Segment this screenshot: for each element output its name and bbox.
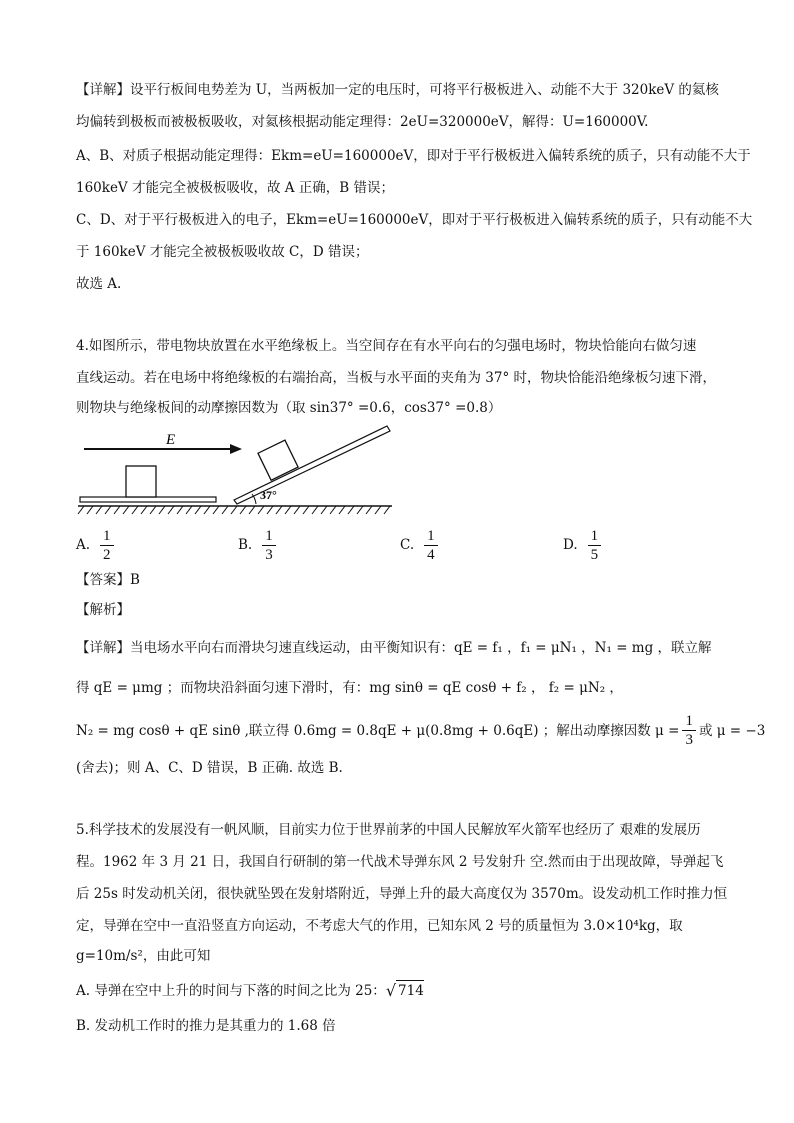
- analysis-heading: 【解析】: [76, 602, 130, 618]
- sqrt-icon: √: [385, 980, 397, 1000]
- question-5-line: 定，导弹在空中一直沿竖直方向运动，不考虑大气的作用，已知东风 2 号的质量恒为 3.0×10⁴kg，取: [76, 918, 683, 934]
- fraction: $\frac{1}{3}$: [262, 527, 276, 564]
- fraction: $\frac{1}{3}$: [682, 712, 696, 749]
- option-b[interactable]: B. $\frac{1}{3}$: [238, 524, 276, 566]
- angle-label: 37°: [260, 488, 277, 502]
- solution-line: 得 qE = μmg ；而物块沿斜面匀速下滑时，有：mg sinθ = qE cosθ + f₂ ， f₂ = μN₂ ，: [76, 680, 623, 696]
- detail-line: A、B、对质子根据动能定理得：Ekm=eU=160000eV，即对于平行极板进入偏转系统的质子，只有动能不大于: [76, 148, 751, 164]
- option-d[interactable]: D. $\frac{1}{5}$: [563, 524, 601, 566]
- question-5-line: 后 25s 时发动机关闭，很快就坠毁在发射塔附近，导弹上升的最大高度仅为 3570m。设发动机工作时推力恒: [76, 886, 728, 902]
- detail-line: 【详解】设平行板间电势差为 U，当两板加一定的电压时，可将平行极板进入、动能不大于 320keV 的氦核: [76, 82, 719, 98]
- field-label: E: [166, 432, 176, 448]
- detail-line: 均偏转到极板而被极板吸收，对氦核根据动能定理得：2eU=320000eV，解得：U=160000V.: [76, 114, 649, 130]
- solution-line: (舍去)；则 A、C、D 错误，B 正确. 故选 B.: [76, 760, 343, 776]
- fraction: $\frac{1}{2}$: [100, 527, 114, 564]
- question-4-line: 直线运动。若在电场中将绝缘板的右端抬高，当板与水平面的夹角为 37° 时，物块恰能沿绝缘板匀速下滑，: [76, 370, 717, 386]
- question-5-line: g=10m/s²，由此可知: [76, 948, 211, 964]
- answer-line: 【答案】B: [76, 572, 140, 588]
- fraction: $\frac{1}{4}$: [424, 527, 438, 564]
- solution-line: N₂ = mg cosθ + qE sinθ ,联立得 0.6mg = 0.8qE + μ(0.8mg + 0.6qE) ；解出动摩擦因数 μ = $\frac{1}{3}$ 或 μ = −3: [76, 713, 766, 748]
- option-c[interactable]: C. $\frac{1}{4}$: [400, 524, 438, 566]
- detail-line: 故选 A.: [76, 276, 122, 292]
- detail-line: 于 160keV 才能完全被极板吸收故 C，D 错误；: [76, 244, 369, 260]
- solution-line: 【详解】当电场水平向右而滑块匀速直线运动，由平衡知识有：qE = f₁ ，f₁ = μN₁ ，N₁ = mg ，联立解: [76, 640, 712, 656]
- detail-line: C、D、对于平行极板进入的电子，Ekm=eU=160000eV，即对于平行极板进入偏转系统的质子，只有动能不大: [76, 212, 753, 228]
- question-4-figure: [74, 420, 394, 520]
- question-4-line: 4.如图所示，带电物块放置在水平绝缘板上。当空间存在有水平向右的匀强电场时，物块恰能向右做匀速: [76, 338, 697, 354]
- option-a[interactable]: A. 导弹在空中上升的时间与下落的时间之比为 25： √ 714: [76, 980, 424, 1000]
- fraction: $\frac{1}{5}$: [588, 527, 602, 564]
- option-a[interactable]: A. $\frac{1}{2}$: [76, 524, 114, 566]
- question-5-line: 5.科学技术的发展没有一帆风顺，目前实力位于世界前茅的中国人民解放军火箭军也经历了 艰难的发展历: [76, 822, 701, 838]
- question-5-line: 程。1962 年 3 月 21 日，我国自行研制的第一代战术导弹东风 2 号发射升 空.然而由于出现故障，导弹起飞: [76, 854, 724, 870]
- option-b[interactable]: B. 发动机工作时的推力是其重力的 1.68 倍: [76, 1018, 336, 1034]
- detail-line: 160keV 才能完全被极板吸收，故 A 正确，B 错误；: [76, 180, 395, 196]
- question-4-line: 则物块与绝缘板间的动摩擦因数为（取 sin37° =0.6，cos37° =0.8）: [76, 400, 502, 416]
